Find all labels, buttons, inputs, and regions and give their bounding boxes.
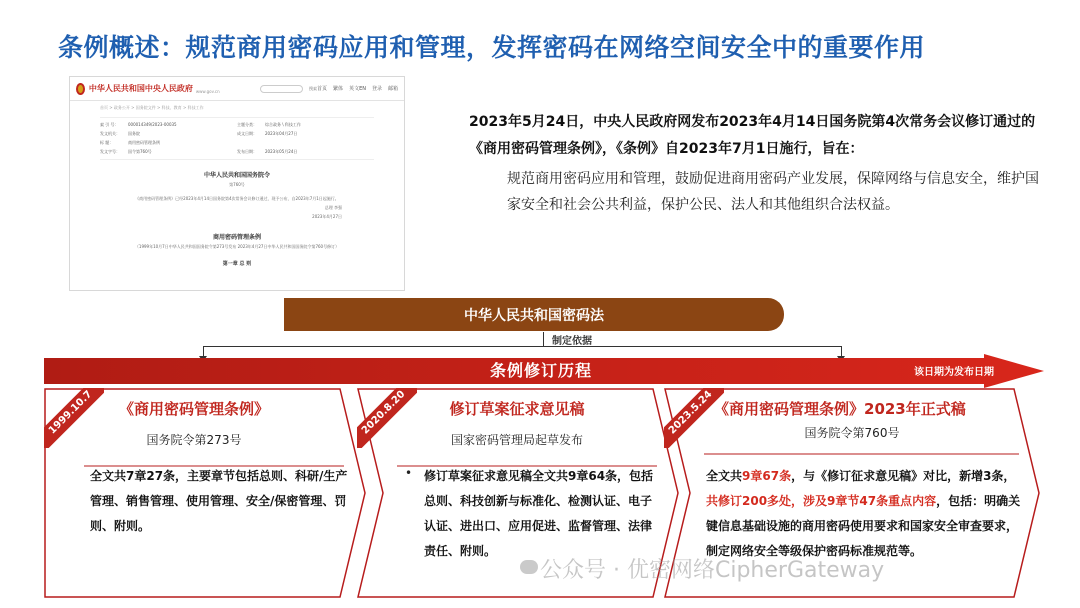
doc-meta-table	[100, 117, 374, 160]
doc-order-text: 《商用密码管理条例》已经2023年4月14日国务院第4次常务会议修订通过，现予公布，自2023年7月1日起施行。	[135, 196, 339, 201]
doc-order-number: 第760号	[229, 182, 245, 187]
doc-order-title: 中华人民共和国国务院令	[203, 172, 270, 179]
timeline-card-1999	[44, 388, 366, 598]
doc-meta-row: 标 题： 商用密码管理条例	[100, 140, 160, 145]
bullet: •	[405, 466, 413, 480]
doc-regulation-title: 商用密码管理条例	[212, 234, 261, 241]
connector-line	[203, 346, 841, 347]
card-subtitle: 国务院令第760号	[804, 426, 900, 440]
card-body: 全文共9章67条，与《修订征求意见稿》对比，新增3条，共修订200多处，涉及9章节47条重点内容，包括：明确关键信息基础设施的商用密码使用要求和国家安全审查要求，制定网络安全等级保护密码标准规范等。	[706, 469, 1021, 558]
doc-site-name: 中华人民共和国中央人民政府	[88, 84, 193, 93]
card-title: 《商用密码管理条例》	[118, 400, 269, 418]
doc-search-button: 搜索	[309, 85, 318, 91]
intro-purpose: 规范商用密码应用和管理，鼓励促进商用密码产业发展，保障网络与信息安全，维护国家安全和社会公共利益，保护公民、法人和其他组织合法权益。	[507, 171, 1039, 213]
law-banner: 中华人民共和国密码法	[284, 298, 784, 331]
doc-meta-row	[237, 140, 374, 146]
document-screenshot	[69, 76, 405, 291]
wechat-icon	[520, 560, 538, 574]
doc-nav-item: 登录	[371, 86, 382, 92]
doc-search-input	[260, 85, 303, 93]
doc-nav-item: 邮箱	[387, 86, 398, 92]
doc-order-date: 2023年4月27日	[312, 214, 342, 219]
card-title: 修订草案征求意见稿	[449, 400, 585, 418]
doc-meta-row: 索 引 号： 000014349/2023-00035	[100, 122, 177, 127]
doc-meta-row: 发布日期： 2023年05月24日	[237, 149, 298, 154]
card-title: 《商用密码管理条例》2023年正式稿	[714, 400, 966, 418]
national-emblem-icon	[76, 83, 85, 95]
date-ribbon: 2020.8.20	[357, 388, 417, 448]
intro-main: 2023年5月24日，中央人民政府网发布2023年4月14日国务院第4次常务会议修订通过的《商用密码管理条例》，《条例》自2023年7月1日施行，旨在：	[469, 114, 1036, 157]
doc-breadcrumb: 首页 > 政务公开 > 国务院文件 > 科技、教育 > 科技工作	[100, 105, 204, 110]
watermark: 公众号 · 优密网络CipherGateway	[540, 558, 885, 583]
basis-label: 制定依据	[552, 336, 592, 347]
doc-header	[70, 77, 404, 101]
doc-nav-item: 英文EN	[349, 86, 366, 92]
card-subtitle: 国家密码管理局起草发布	[450, 433, 583, 447]
timeline-note: 该日期为发布日期	[914, 367, 994, 378]
slide-title: 条例概述：规范商用密码应用和管理，发挥密码在网络空间安全中的重要作用	[58, 33, 926, 62]
card-subtitle: 国务院令第273号	[146, 433, 242, 447]
doc-meta-row: 成文日期： 2023年04月27日	[237, 131, 298, 136]
doc-meta-row: 发文字号： 国令第760号	[100, 149, 152, 154]
timeline-label: 条例修订历程	[490, 361, 593, 380]
card-body: 全文共7章27条，主要章节包括总则、科研/生产管理、销售管理、使用管理、安全/保密管理、罚则、附则。	[90, 469, 348, 533]
doc-nav-item: 首页	[317, 86, 328, 92]
doc-meta-row: 主题分类： 综合政务 \ 科技工作	[237, 122, 301, 127]
highlight-text: 共修订200多处，涉及9章节47条重点内容	[706, 494, 937, 508]
doc-meta-row: 发文机关： 国务院	[100, 131, 140, 136]
doc-premier: 总理 李强	[324, 205, 342, 210]
connector-line	[543, 332, 544, 346]
card-body: 修订草案征求意见稿全文共9章64条，包括总则、科技创新与标准化、检测认证、电子认证、进出口、应用促进、监督管理、法律责任、附则。	[424, 469, 654, 558]
doc-nav-item: 繁体	[333, 86, 344, 92]
doc-regulation-note: （1999年10月7日中华人民共和国国务院令第273号发布 2023年4月27日中华人民共和国国务院令第760号修订）	[134, 244, 340, 249]
date-ribbon: 2023.5.24	[664, 388, 724, 448]
doc-nav	[317, 85, 398, 92]
doc-chapter: 第一章 总 则	[222, 261, 252, 267]
doc-site-url: www.gov.cn	[195, 89, 220, 94]
date-ribbon: 1999.10.7	[44, 388, 104, 448]
highlight-text: 9章67条	[742, 469, 792, 483]
